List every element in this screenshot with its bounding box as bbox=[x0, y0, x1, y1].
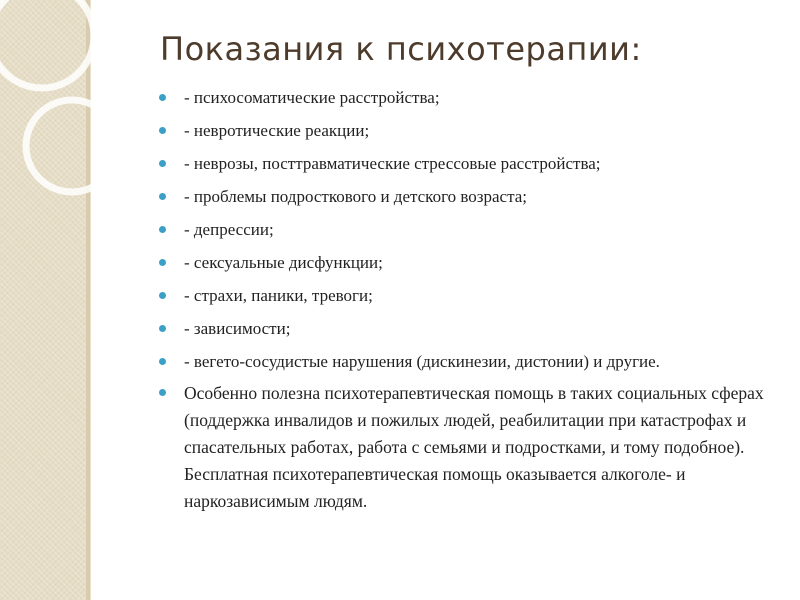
bullet-text: - невротические реакции; bbox=[184, 121, 370, 140]
bullet-text: - неврозы, посттравматические стрессовые расстройства; bbox=[184, 154, 601, 173]
bullet-dot-icon bbox=[159, 193, 166, 200]
bullet-item bbox=[159, 283, 789, 309]
large-ring bbox=[0, 0, 94, 88]
bullet-item bbox=[159, 184, 789, 210]
bullet-paragraph bbox=[159, 380, 789, 515]
bullet-dot-icon bbox=[159, 160, 166, 167]
bullet-dot-icon bbox=[159, 259, 166, 266]
bullet-text: - вегето-сосудистые нарушения (дискинезии, дистонии) и другие. bbox=[184, 352, 660, 371]
slide-title: Показания к психотерапии: bbox=[160, 30, 642, 68]
bullet-item bbox=[159, 349, 789, 375]
bullet-item bbox=[159, 316, 789, 342]
bullet-list bbox=[159, 85, 789, 515]
bullet-text: - зависимости; bbox=[184, 319, 291, 338]
decorative-rings bbox=[0, 0, 140, 240]
bullet-text: - психосоматические расстройства; bbox=[184, 88, 440, 107]
paragraph-text: Особенно полезна психотерапевтическая помощь в таких социальных сферах (поддержка инвалидов и пожилых людей, реабилитации при катастрофах и спасательных работах, работа с семьями и подростками, и тому подобное). Бесплатная психотерапевтическая помощь оказывается алкоголе- и наркозависимым людям. bbox=[184, 383, 764, 511]
bullet-dot-icon bbox=[159, 292, 166, 299]
bullet-item bbox=[159, 151, 789, 177]
bullet-dot-icon bbox=[159, 226, 166, 233]
bullet-text: - депрессии; bbox=[184, 220, 274, 239]
bullet-dot-icon bbox=[159, 389, 166, 396]
bullet-text: - сексуальные дисфункции; bbox=[184, 253, 383, 272]
bullet-text: - проблемы подросткового и детского возраста; bbox=[184, 187, 527, 206]
bullet-dot-icon bbox=[159, 94, 166, 101]
bullet-item bbox=[159, 85, 789, 111]
bullet-item bbox=[159, 118, 789, 144]
bullet-text: - страхи, паники, тревоги; bbox=[184, 286, 373, 305]
bullet-dot-icon bbox=[159, 358, 166, 365]
bullet-item bbox=[159, 217, 789, 243]
bullet-dot-icon bbox=[159, 325, 166, 332]
bullet-item bbox=[159, 250, 789, 276]
bullet-dot-icon bbox=[159, 127, 166, 134]
small-ring bbox=[26, 100, 118, 192]
